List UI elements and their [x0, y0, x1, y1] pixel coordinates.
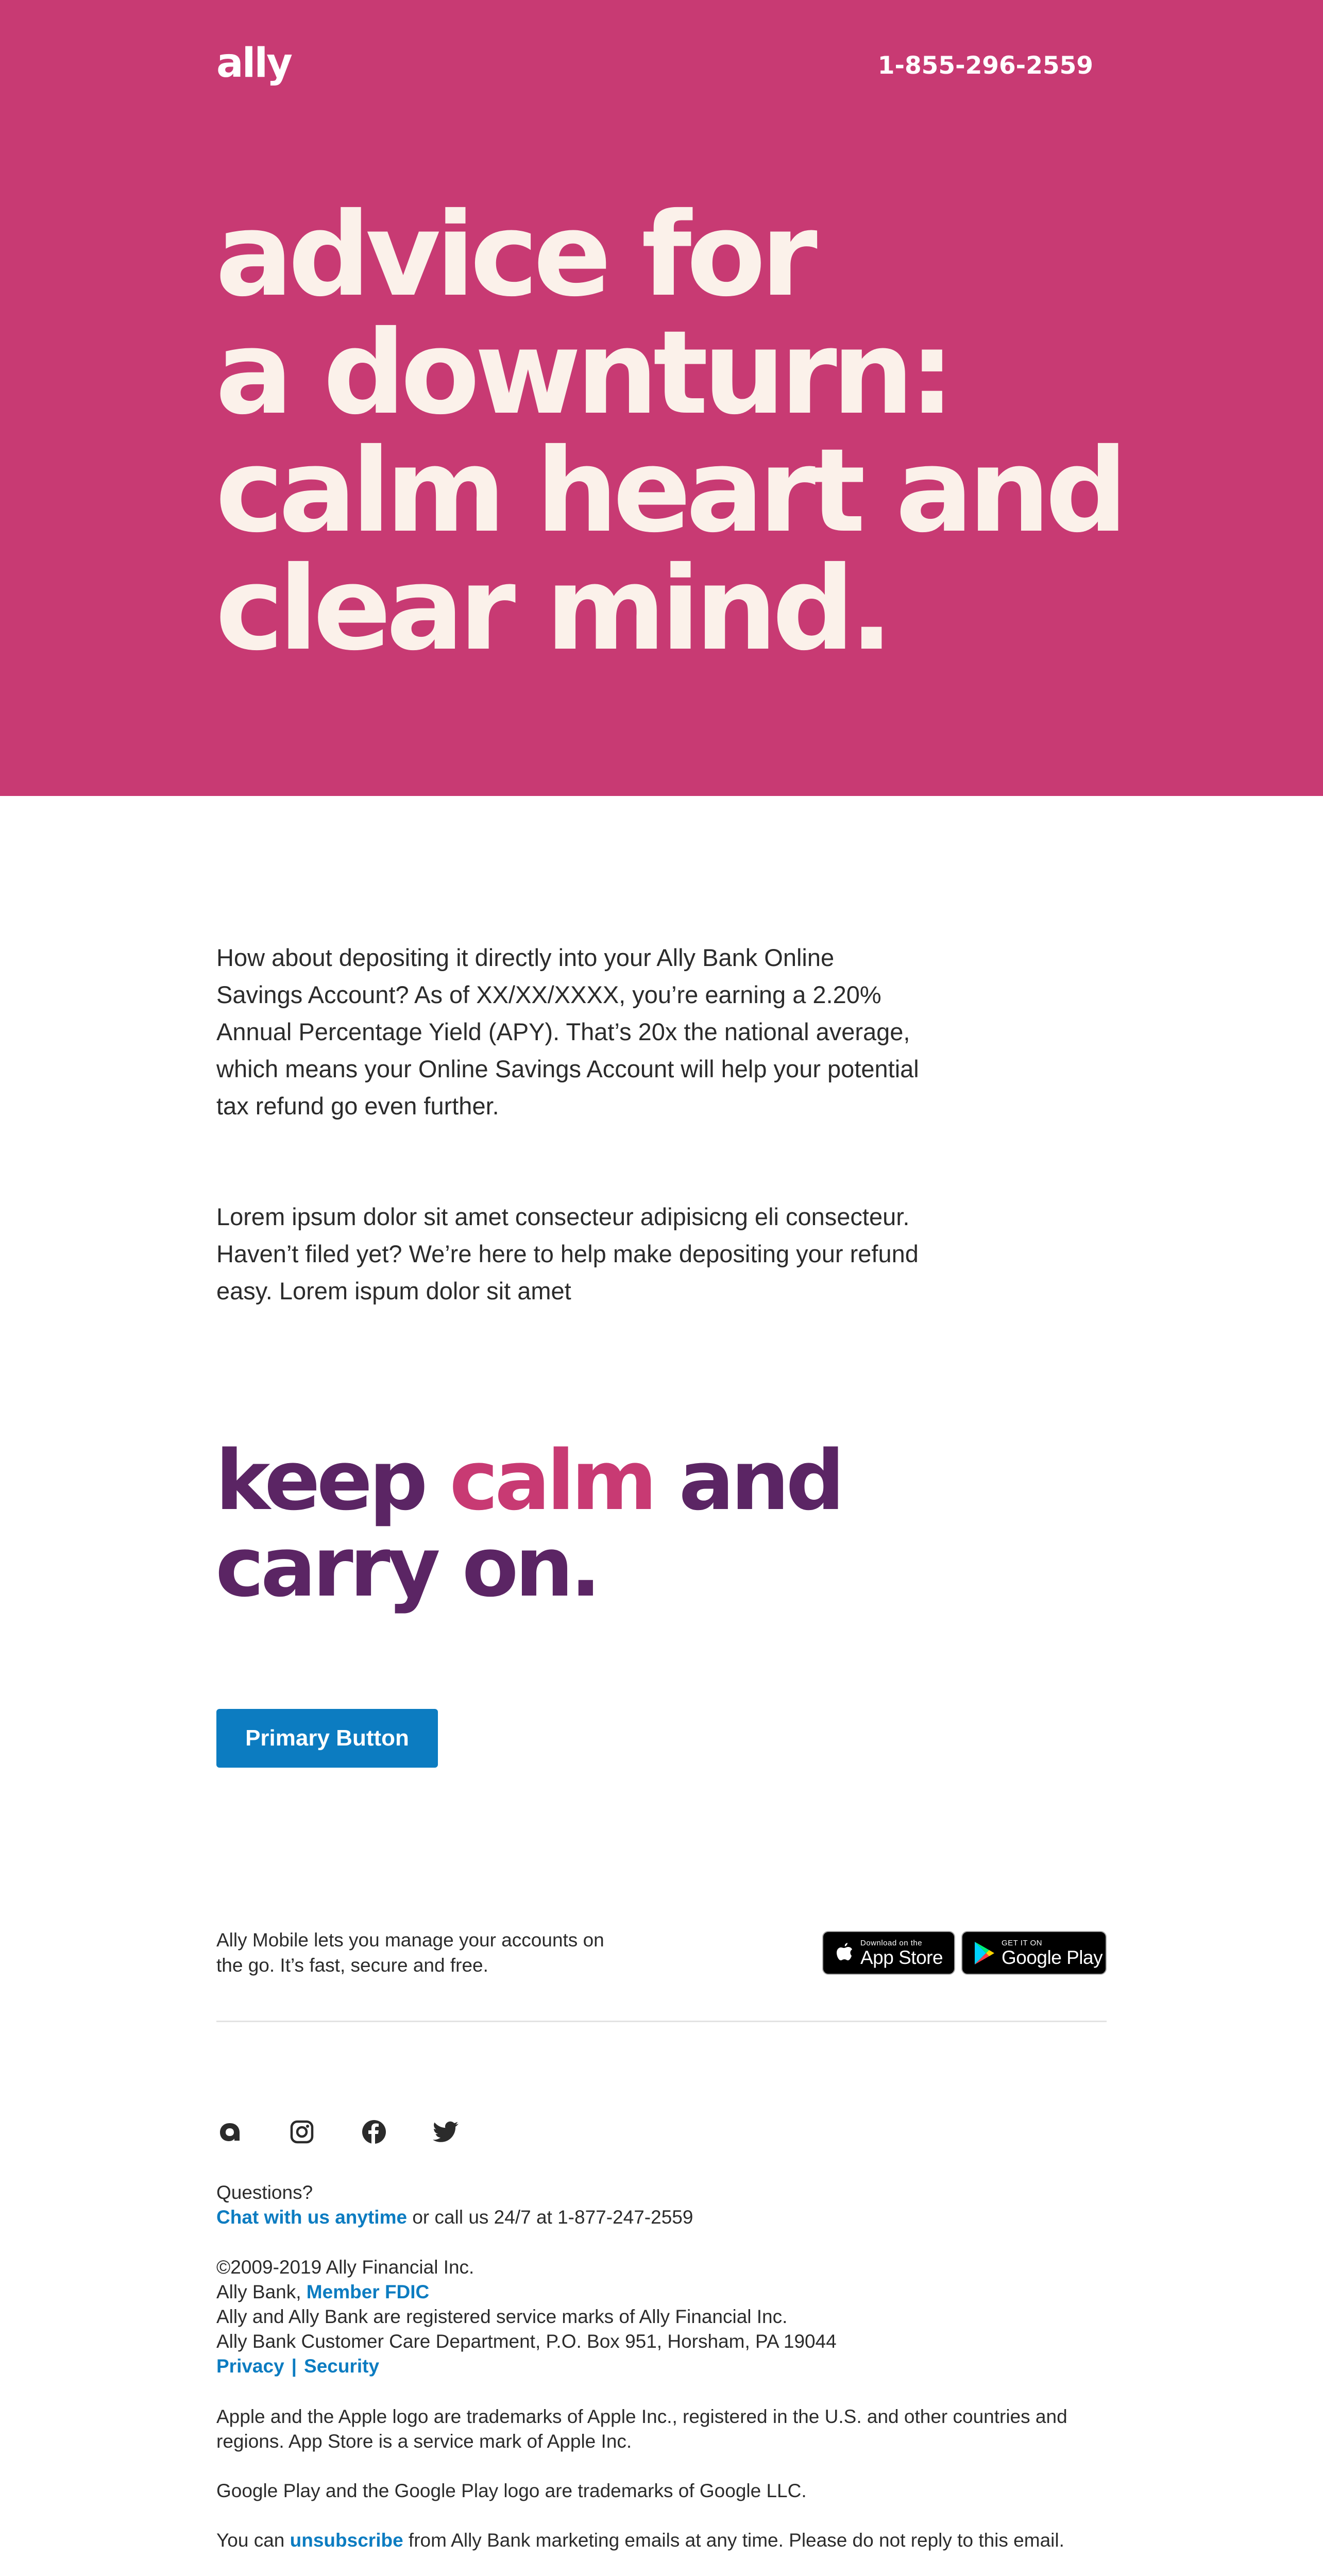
google-play-badge[interactable] — [961, 1931, 1107, 1975]
hero-title-line: calm heart and — [215, 423, 1123, 558]
footer-questions — [216, 2180, 1113, 2230]
call-text: or call us 24/7 at 1-877-247-2559 — [407, 2207, 693, 2228]
google-play-small-label: GET IT ON — [1002, 1938, 1042, 1947]
unsub-post-text: from Ally Bank marketing emails at any time. Please do not reply to this email. — [403, 2530, 1064, 2551]
mobile-app-description: Ally Mobile lets you manage your accounts on the go. It’s fast, secure and free. — [216, 1929, 604, 1976]
ally-bank-text: Ally Bank, — [216, 2281, 307, 2302]
hero-title — [215, 188, 1246, 676]
footer-divider — [216, 2021, 1107, 2022]
instagram-icon[interactable] — [289, 2119, 315, 2145]
unsubscribe-link[interactable]: unsubscribe — [290, 2530, 403, 2551]
tagline-word-and: and — [679, 1432, 841, 1529]
address-text: Ally Bank Customer Care Department, P.O. Box 951, Horsham, PA 19044 — [216, 2331, 837, 2352]
tagline-accent-calm: calm — [449, 1432, 654, 1529]
body-paragraph-refund: Lorem ipsum dolor sit amet consecteur adipisicng eli consecteur. Haven’t filed yet? We’re here to help make depositing your refund easy. Lorem ispum dolor sit amet — [216, 1203, 919, 1304]
google-trademark-notice: Google Play and the Google Play logo are trademarks of Google LLC. — [216, 2480, 807, 2501]
unsub-pre-text: You can — [216, 2530, 290, 2551]
google-play-icon — [973, 1941, 995, 1965]
questions-label: Questions? — [216, 2182, 313, 2203]
footer-legal — [216, 2255, 1113, 2379]
app-store-small-label: Download on the — [860, 1938, 923, 1947]
ally-logo[interactable]: ally — [216, 40, 291, 87]
hero-banner — [0, 0, 1323, 796]
ally-icon[interactable] — [216, 2119, 243, 2145]
header-phone-number[interactable]: 1-855-296-2559 — [877, 52, 1093, 80]
twitter-icon[interactable] — [433, 2119, 460, 2145]
privacy-link[interactable]: Privacy — [216, 2355, 284, 2377]
copyright-text: ©2009-2019 Ally Financial Inc. — [216, 2257, 474, 2278]
chat-link[interactable]: Chat with us anytime — [216, 2207, 408, 2228]
apple-trademark-notice: Apple and the Apple logo are trademarks of Apple Inc., registered in the U.S. and other countries and regions. App Store is a service mark of Apple Inc. — [216, 2406, 1067, 2452]
link-separator: | — [291, 2355, 297, 2377]
body-paragraph-savings: How about depositing it directly into your Ally Bank Online Savings Account? As of XX/XX/XXXX, you’re earning a 2.20% Annual Percentage Yield (APY). That’s 20x the national average, which means your Online Savings Account will help your potential tax refund go even further. — [216, 944, 919, 1120]
tagline-heading — [215, 1432, 841, 1615]
app-store-badge[interactable] — [822, 1931, 955, 1975]
facebook-icon[interactable] — [361, 2119, 387, 2145]
hero-title-line: advice for — [215, 188, 812, 322]
tagline-word-keep: keep — [215, 1432, 425, 1529]
hero-title-line: a downturn: — [215, 306, 950, 440]
unsubscribe-notice — [216, 2528, 1113, 2553]
primary-button[interactable]: Primary Button — [216, 1709, 438, 1768]
app-store-label: App Store — [860, 1946, 943, 1968]
tagline-line-2: carry on. — [215, 1519, 598, 1615]
member-fdic-link[interactable]: Member FDIC — [306, 2281, 430, 2302]
hero-title-line: clear mind. — [215, 541, 889, 676]
google-play-label: Google Play — [1002, 1946, 1103, 1968]
security-link[interactable]: Security — [304, 2355, 380, 2377]
tagline-line-1 — [215, 1432, 841, 1529]
apple-icon — [834, 1941, 854, 1965]
service-marks-text: Ally and Ally Bank are registered service marks of Ally Financial Inc. — [216, 2306, 788, 2327]
